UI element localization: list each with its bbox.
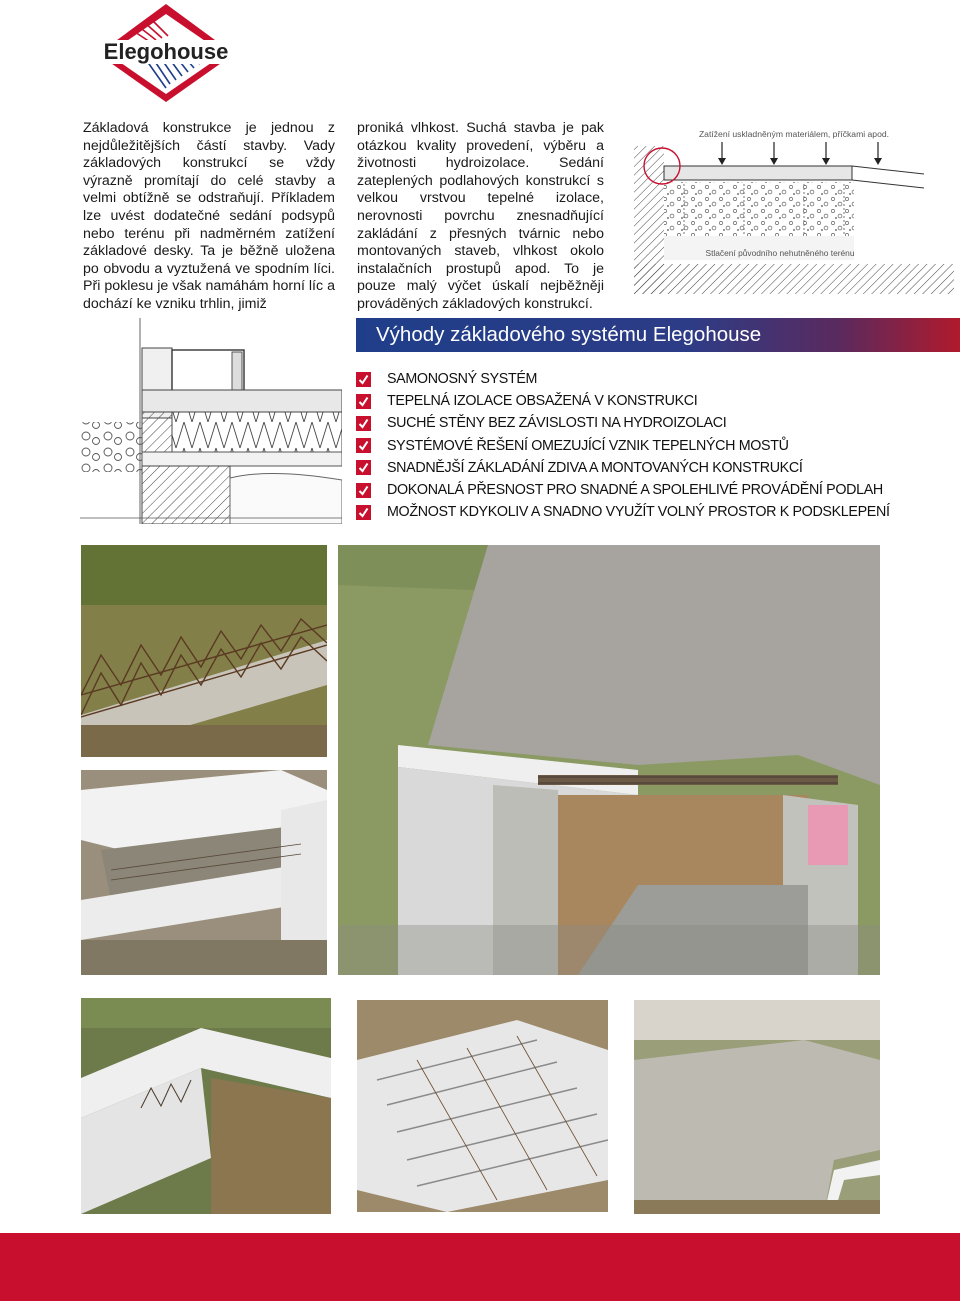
intro-column-1: Základová konstrukce je jednou z nejdůležitějších částí stavby. Vady základových konstrukcí se vždy výrazně promítají do celé stavby a velmi obtížně se odstraňují. Příkladem lze uvést dodatečné sedání podsypů nebo terénu při nadměrném zatížení základové desky. Ta je běžně uložena po obvodu a vyztužená ve spodním líci. Při poklesu je však namáhám horní líc a dochází ke vzniku trhlin, jimiž [83,120,335,312]
checkmark-icon [356,505,371,520]
photo-rebar-trusses [81,545,327,757]
list-item [356,501,956,523]
photo-eps-grid [357,1000,608,1212]
checkmark-icon [356,394,371,409]
list-item [356,479,956,501]
photo-finished-slab [634,1000,880,1214]
foundation-cross-section [80,318,342,524]
benefit-text: SUCHÉ STĚNY BEZ ZÁVISLOSTI NA HYDROIZOLACI [387,415,727,432]
settlement-label: Stlačení původního nehutněného terénu [705,248,855,258]
photo-eps-formwork [81,770,327,975]
load-label: Zatížení uskladněným materiálem, příčkami apod. [698,129,890,139]
list-item [356,390,956,412]
checkmark-icon [356,372,371,387]
benefit-text: MOŽNOST KDYKOLIV A SNADNO VYUŽÍT VOLNÝ PROSTOR K PODSKLEPENÍ [387,504,890,521]
intro-column-2: proniká vlhkost. Suchá stavba je pak otázkou kvality provedení, výběru a životnosti hydroizolace. Sedání zateplených podlahových konstrukcí s velkou vrstvou tepelné izolace, nerovnosti povrchu znesnadňující zakládání z přesných tvárnic nebo montovaných staveb, vlhkost okolo instalačních prostupů apod. To je pouze malý výčet úskalí nejběžněji prováděných základových konstrukcí. [357,120,604,312]
elegohouse-logo [92,2,240,102]
benefit-text: SAMONOSNÝ SYSTÉM [387,371,538,388]
benefit-text: SNADNĚJŠÍ ZÁKLADÁNÍ ZDIVA A MONTOVANÝCH KONSTRUKCÍ [387,459,803,476]
photo-foundation-cutaway [338,545,880,975]
list-item [356,368,956,390]
checkmark-icon [356,483,371,498]
logo-wordmark: Elegohouse [103,39,229,64]
benefits-list [356,368,956,523]
list-item [356,412,956,434]
settlement-diagram [634,124,954,294]
checkmark-icon [356,438,371,453]
list-item [356,435,956,457]
checkmark-icon [356,460,371,475]
list-item [356,457,956,479]
benefit-text: DOKONALÁ PŘESNOST PRO SNADNÉ A SPOLEHLIVÉ PROVÁDĚNÍ PODLAH [387,482,883,499]
photo-foundation-walls [81,998,331,1214]
footer-bar [0,1233,960,1301]
benefit-text: SYSTÉMOVÉ ŘEŠENÍ OMEZUJÍCÍ VZNIK TEPELNÝCH MOSTŮ [387,437,789,454]
checkmark-icon [356,416,371,431]
benefit-text: TEPELNÁ IZOLACE OBSAŽENÁ V KONSTRUKCI [387,393,698,410]
benefits-title: Výhody základového systému Elegohouse [356,318,960,352]
